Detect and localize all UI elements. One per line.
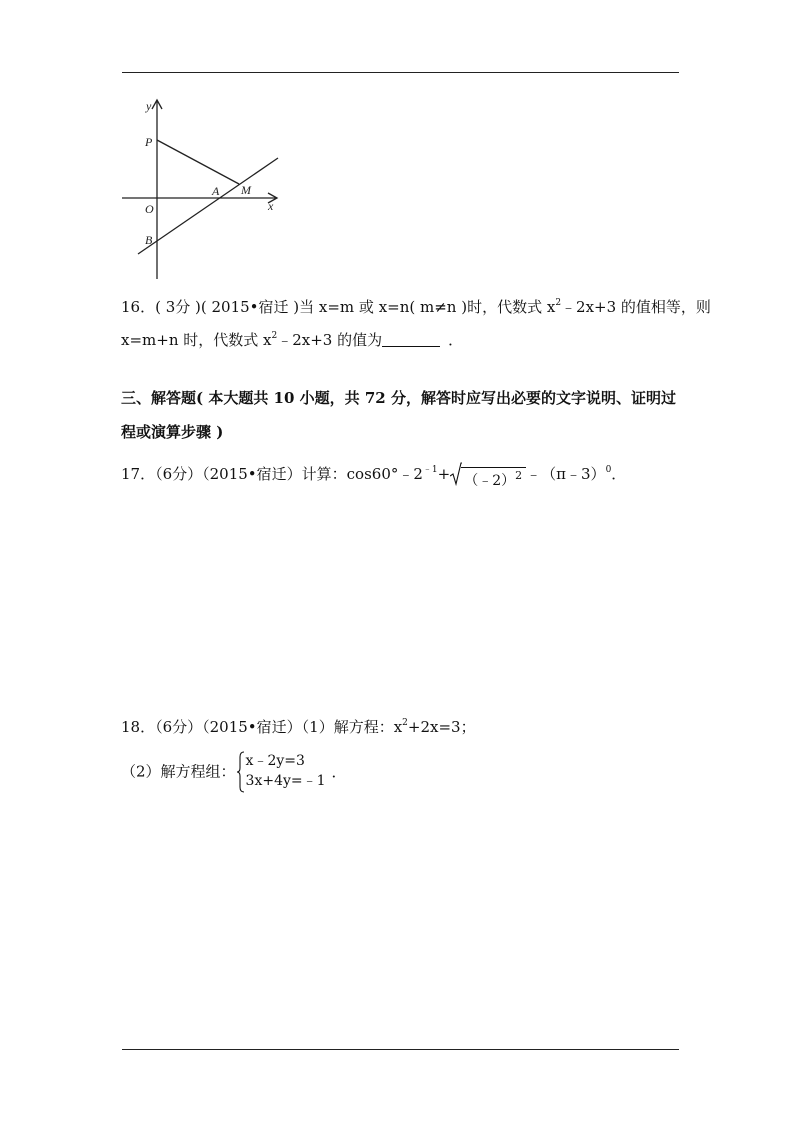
left-brace bbox=[236, 751, 246, 793]
coordinate-figure bbox=[120, 94, 290, 284]
question-18-part-1: 18．（6分）（2015•宿迁）（1）解方程：$x^2+2x=3$； bbox=[121, 718, 476, 736]
label-A: A bbox=[212, 184, 220, 198]
equation-2: 3x+4y=﹣1 bbox=[245, 773, 326, 789]
question-18-part-2: （2）解方程组： x﹣2y=3 3x+4y=﹣1 ． bbox=[121, 751, 347, 791]
answer-blank[interactable] bbox=[382, 332, 440, 347]
label-M: M bbox=[241, 183, 251, 197]
radical-sign bbox=[450, 462, 462, 486]
label-O: O bbox=[145, 202, 154, 216]
equation-system bbox=[236, 751, 326, 791]
section-3-heading-line-1: 三、解答题( 本大题共 10 小题，共 72 分，解答时应写出必要的文字说明、证明过 bbox=[121, 389, 676, 407]
label-B: B bbox=[145, 233, 153, 247]
footer-rule bbox=[122, 1049, 679, 1050]
line-BA bbox=[138, 158, 278, 254]
square-root: （﹣2）$^2$ bbox=[450, 467, 526, 490]
question-17: 17．（6分）（2015•宿迁）计算：$\cos 60^\circ﹣2^{﹣1}+$ （﹣2）$^2$ ﹣（π﹣3）$^0$． bbox=[121, 462, 626, 490]
question-16-line-1: 16．( 3分 )( 2015•宿迁 )当 x=m 或 x=n( m≠n )时，代数式 $x^2﹣2x+3$ 的值相等，则 bbox=[121, 298, 711, 316]
equation-1: x﹣2y=3 bbox=[245, 753, 305, 769]
header-rule bbox=[122, 72, 679, 73]
question-16-line-2: x=m+n 时，代数式 $x^2﹣2x+3$ 的值为 ． bbox=[121, 331, 464, 349]
label-P: P bbox=[145, 135, 153, 149]
segment-PM bbox=[157, 140, 239, 184]
label-y: y bbox=[146, 99, 152, 113]
label-x: x bbox=[268, 199, 274, 213]
section-3-heading-line-2: 程或演算步骤 ) bbox=[121, 423, 224, 441]
